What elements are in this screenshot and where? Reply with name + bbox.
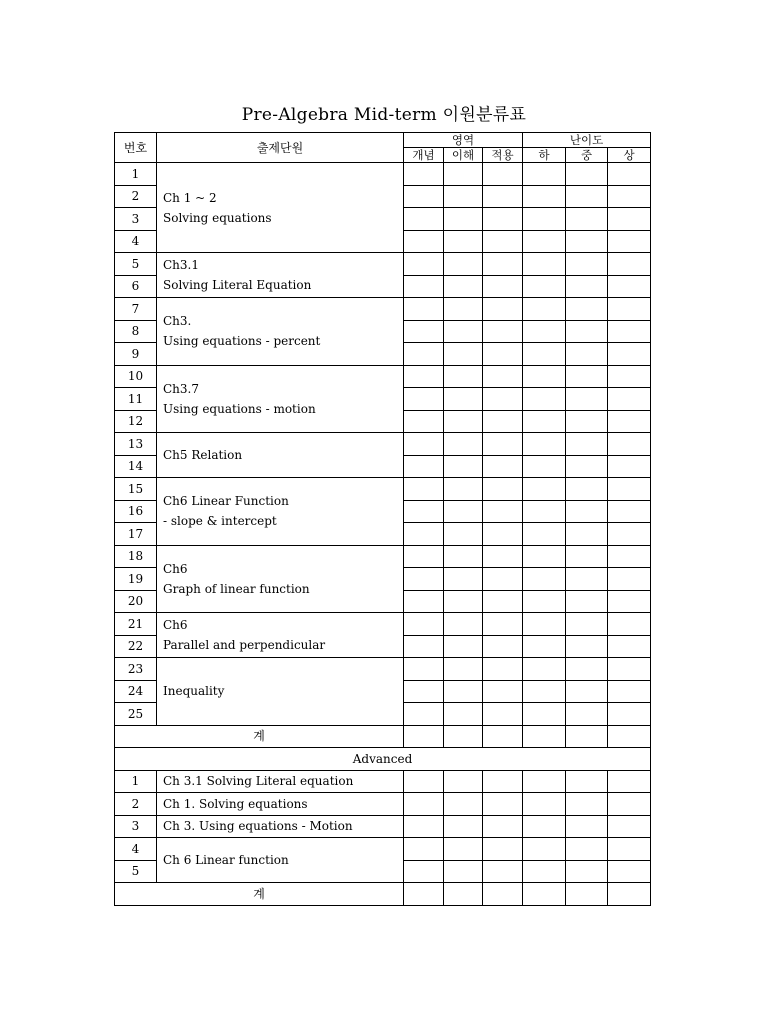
tally-cell[interactable] — [608, 343, 651, 366]
tally-cell[interactable] — [483, 433, 523, 456]
tally-cell[interactable] — [608, 635, 651, 658]
tally-cell[interactable] — [404, 343, 444, 366]
tally-cell[interactable] — [608, 185, 651, 208]
item-number: 14 — [115, 455, 157, 478]
tally-cell[interactable] — [608, 770, 651, 793]
item-number: 22 — [115, 635, 157, 658]
tally-cell[interactable] — [566, 163, 608, 186]
tally-cell[interactable] — [404, 793, 444, 816]
total-cell[interactable] — [608, 725, 651, 748]
tally-cell[interactable] — [483, 838, 523, 861]
tally-cell[interactable] — [444, 365, 483, 388]
tally-cell[interactable] — [523, 523, 566, 546]
tally-cell[interactable] — [404, 545, 444, 568]
tally-cell[interactable] — [523, 545, 566, 568]
tally-cell[interactable] — [566, 770, 608, 793]
tally-cell[interactable] — [404, 658, 444, 681]
unit-text: Solving equations — [163, 210, 272, 225]
tally-cell[interactable] — [444, 635, 483, 658]
tally-cell[interactable] — [404, 320, 444, 343]
tally-cell[interactable] — [523, 253, 566, 276]
advanced-row — [115, 748, 651, 771]
tally-cell[interactable] — [404, 433, 444, 456]
tally-cell[interactable] — [566, 343, 608, 366]
total-cell[interactable] — [404, 883, 444, 906]
tally-cell[interactable] — [404, 838, 444, 861]
item-number: 25 — [115, 703, 157, 726]
tally-cell[interactable] — [523, 635, 566, 658]
tally-cell[interactable] — [483, 793, 523, 816]
tally-cell[interactable] — [483, 568, 523, 591]
tally-cell[interactable] — [523, 703, 566, 726]
tally-cell[interactable] — [608, 793, 651, 816]
unit-text: Ch6 Linear Function — [163, 494, 289, 509]
unit-cell — [157, 545, 404, 613]
advanced-section-label: Advanced — [115, 748, 651, 771]
item-number: 9 — [115, 343, 157, 366]
unit-cell — [157, 770, 404, 793]
tally-cell[interactable] — [566, 590, 608, 613]
total-cell[interactable] — [404, 725, 444, 748]
tally-cell[interactable] — [523, 208, 566, 231]
tally-cell[interactable] — [566, 545, 608, 568]
tally-cell[interactable] — [523, 298, 566, 321]
tally-cell[interactable] — [404, 815, 444, 838]
adv-row — [115, 815, 651, 838]
unit-text: Graph of linear function — [163, 581, 310, 596]
tally-cell[interactable] — [523, 793, 566, 816]
header-difficulty: 난이도 — [523, 133, 651, 148]
tally-cell[interactable] — [523, 275, 566, 298]
tally-cell[interactable] — [523, 230, 566, 253]
item-number: 11 — [115, 388, 157, 411]
tally-cell[interactable] — [608, 433, 651, 456]
tally-cell[interactable] — [404, 230, 444, 253]
tally-cell[interactable] — [608, 680, 651, 703]
tally-cell[interactable] — [444, 410, 483, 433]
tally-cell[interactable] — [523, 590, 566, 613]
tally-cell[interactable] — [444, 500, 483, 523]
tally-cell[interactable] — [483, 590, 523, 613]
tally-cell[interactable] — [566, 793, 608, 816]
item-number: 21 — [115, 613, 157, 636]
unit-text: Ch3.1 — [163, 258, 199, 272]
tally-cell[interactable] — [483, 275, 523, 298]
total-cell[interactable] — [483, 883, 523, 906]
unit-text: Ch5 Relation — [163, 448, 243, 462]
tally-cell[interactable] — [404, 523, 444, 546]
total-row — [115, 883, 651, 906]
tally-cell[interactable] — [523, 500, 566, 523]
unit-text: Ch3. — [163, 314, 192, 329]
tally-cell[interactable] — [444, 838, 483, 861]
tally-cell[interactable] — [608, 365, 651, 388]
unit-text: Ch 6 Linear function — [163, 853, 289, 867]
tally-cell[interactable] — [608, 523, 651, 546]
adv-row — [115, 838, 651, 861]
item-number: 4 — [115, 838, 157, 861]
tally-cell[interactable] — [566, 658, 608, 681]
unit-text: Solving Literal Equation — [163, 278, 312, 292]
tally-cell[interactable] — [566, 635, 608, 658]
unit-cell — [157, 613, 404, 658]
tally-cell[interactable] — [608, 208, 651, 231]
tally-cell[interactable] — [608, 613, 651, 636]
tally-cell[interactable] — [566, 500, 608, 523]
tally-cell[interactable] — [483, 343, 523, 366]
tally-cell[interactable] — [566, 320, 608, 343]
tally-cell[interactable] — [444, 815, 483, 838]
tally-cell[interactable] — [444, 703, 483, 726]
item-number: 2 — [115, 185, 157, 208]
item-number: 3 — [115, 208, 157, 231]
tally-cell[interactable] — [404, 208, 444, 231]
tally-cell[interactable] — [523, 770, 566, 793]
header-understanding: 이해 — [444, 148, 483, 163]
tally-cell[interactable] — [566, 298, 608, 321]
tally-cell[interactable] — [404, 298, 444, 321]
tally-cell[interactable] — [566, 523, 608, 546]
tally-cell[interactable] — [523, 455, 566, 478]
tally-cell[interactable] — [523, 815, 566, 838]
header-high: 상 — [608, 148, 651, 163]
total-cell[interactable] — [444, 725, 483, 748]
tally-cell[interactable] — [444, 230, 483, 253]
tally-cell[interactable] — [483, 770, 523, 793]
total-cell[interactable] — [483, 725, 523, 748]
item-number: 15 — [115, 478, 157, 501]
tally-cell[interactable] — [404, 365, 444, 388]
classification-table — [114, 132, 651, 906]
item-number: 16 — [115, 500, 157, 523]
tally-cell[interactable] — [483, 410, 523, 433]
tally-cell[interactable] — [608, 545, 651, 568]
tally-cell[interactable] — [608, 590, 651, 613]
tally-cell[interactable] — [483, 500, 523, 523]
tally-cell[interactable] — [483, 298, 523, 321]
tally-cell[interactable] — [608, 478, 651, 501]
unit-text: Ch 3. Using equations - Motion — [163, 819, 353, 834]
tally-cell[interactable] — [483, 365, 523, 388]
tally-cell[interactable] — [444, 680, 483, 703]
tally-cell[interactable] — [483, 635, 523, 658]
tally-cell[interactable] — [444, 478, 483, 501]
item-number: 6 — [115, 275, 157, 298]
tally-cell[interactable] — [483, 613, 523, 636]
tally-cell[interactable] — [566, 275, 608, 298]
tally-cell[interactable] — [566, 388, 608, 411]
tally-cell[interactable] — [483, 523, 523, 546]
item-number: 1 — [115, 770, 157, 793]
tally-cell[interactable] — [444, 343, 483, 366]
tally-cell[interactable] — [404, 388, 444, 411]
tally-cell[interactable] — [404, 478, 444, 501]
tally-cell[interactable] — [608, 320, 651, 343]
item-number: 10 — [115, 365, 157, 388]
item-number: 19 — [115, 568, 157, 591]
tally-cell[interactable] — [566, 185, 608, 208]
tally-cell[interactable] — [523, 838, 566, 861]
tally-cell[interactable] — [566, 568, 608, 591]
item-number: 12 — [115, 410, 157, 433]
tally-cell[interactable] — [404, 703, 444, 726]
unit-cell — [157, 163, 404, 253]
unit-text: Using equations - percent — [163, 334, 321, 349]
tally-cell[interactable] — [444, 253, 483, 276]
tally-cell[interactable] — [404, 455, 444, 478]
tally-cell[interactable] — [483, 860, 523, 883]
tally-cell[interactable] — [444, 185, 483, 208]
item-number: 5 — [115, 860, 157, 883]
tally-cell[interactable] — [523, 365, 566, 388]
tally-cell[interactable] — [444, 860, 483, 883]
tally-cell[interactable] — [483, 208, 523, 231]
adv-row — [115, 793, 651, 816]
tally-cell[interactable] — [566, 815, 608, 838]
tally-cell[interactable] — [404, 770, 444, 793]
tally-cell[interactable] — [566, 230, 608, 253]
header-mid: 중 — [566, 148, 608, 163]
tally-cell[interactable] — [566, 478, 608, 501]
tally-cell[interactable] — [404, 635, 444, 658]
tally-cell[interactable] — [523, 860, 566, 883]
tally-cell[interactable] — [523, 568, 566, 591]
tally-cell[interactable] — [444, 455, 483, 478]
item-number: 1 — [115, 163, 157, 186]
tally-cell[interactable] — [444, 590, 483, 613]
item-number: 24 — [115, 680, 157, 703]
unit-cell — [157, 253, 404, 298]
tally-cell[interactable] — [404, 253, 444, 276]
total-cell[interactable] — [523, 725, 566, 748]
total-row — [115, 725, 651, 748]
tally-cell[interactable] — [444, 320, 483, 343]
header-concept: 개념 — [404, 148, 444, 163]
tally-cell[interactable] — [444, 613, 483, 636]
item-number: 17 — [115, 523, 157, 546]
tally-cell[interactable] — [483, 815, 523, 838]
main-row — [115, 433, 651, 456]
main-row — [115, 253, 651, 276]
tally-cell[interactable] — [444, 658, 483, 681]
tally-cell[interactable] — [404, 500, 444, 523]
tally-cell[interactable] — [523, 343, 566, 366]
tally-cell[interactable] — [404, 275, 444, 298]
unit-cell — [157, 793, 404, 816]
main-row — [115, 298, 651, 321]
total-label: 계 — [115, 883, 404, 906]
tally-cell[interactable] — [483, 703, 523, 726]
tally-cell[interactable] — [483, 455, 523, 478]
tally-cell[interactable] — [444, 298, 483, 321]
item-number: 4 — [115, 230, 157, 253]
main-row — [115, 545, 651, 568]
tally-cell[interactable] — [483, 320, 523, 343]
header-row — [115, 133, 651, 148]
main-row — [115, 658, 651, 681]
tally-cell[interactable] — [444, 208, 483, 231]
tally-cell[interactable] — [523, 478, 566, 501]
tally-cell[interactable] — [483, 163, 523, 186]
unit-cell — [157, 815, 404, 838]
tally-cell[interactable] — [404, 568, 444, 591]
unit-text: Ch 1 ~ 2 — [163, 190, 217, 205]
header-application: 적용 — [483, 148, 523, 163]
unit-text: Using equations - motion — [163, 401, 316, 416]
total-cell[interactable] — [566, 883, 608, 906]
tally-cell[interactable] — [523, 163, 566, 186]
main-row — [115, 478, 651, 501]
main-row — [115, 613, 651, 636]
total-label: 계 — [115, 725, 404, 748]
adv-row — [115, 770, 651, 793]
tally-cell[interactable] — [608, 275, 651, 298]
tally-cell[interactable] — [566, 838, 608, 861]
tally-cell[interactable] — [483, 478, 523, 501]
unit-text: Ch 1. Solving equations — [163, 796, 308, 811]
item-number: 2 — [115, 793, 157, 816]
tally-cell[interactable] — [483, 230, 523, 253]
tally-cell[interactable] — [608, 815, 651, 838]
tally-cell[interactable] — [523, 388, 566, 411]
tally-cell[interactable] — [608, 568, 651, 591]
tally-cell[interactable] — [608, 860, 651, 883]
tally-cell[interactable] — [566, 253, 608, 276]
unit-text: Ch6 — [163, 561, 188, 576]
item-number: 23 — [115, 658, 157, 681]
unit-cell — [157, 658, 404, 726]
tally-cell[interactable] — [444, 793, 483, 816]
total-cell[interactable] — [523, 883, 566, 906]
header-unit: 출제단원 — [157, 133, 404, 163]
unit-text: - slope & intercept — [163, 514, 277, 529]
main-row — [115, 163, 651, 186]
tally-cell[interactable] — [566, 455, 608, 478]
tally-cell[interactable] — [483, 253, 523, 276]
tally-cell[interactable] — [444, 163, 483, 186]
tally-cell[interactable] — [566, 860, 608, 883]
tally-cell[interactable] — [566, 680, 608, 703]
tally-cell[interactable] — [566, 410, 608, 433]
unit-cell — [157, 478, 404, 546]
main-row — [115, 365, 651, 388]
tally-cell[interactable] — [608, 838, 651, 861]
tally-cell[interactable] — [404, 680, 444, 703]
tally-cell[interactable] — [523, 410, 566, 433]
tally-cell[interactable] — [608, 703, 651, 726]
unit-cell — [157, 365, 404, 433]
tally-cell[interactable] — [483, 658, 523, 681]
item-number: 5 — [115, 253, 157, 276]
tally-cell[interactable] — [523, 433, 566, 456]
item-number: 13 — [115, 433, 157, 456]
tally-cell[interactable] — [566, 613, 608, 636]
tally-cell[interactable] — [404, 185, 444, 208]
tally-cell[interactable] — [444, 275, 483, 298]
tally-cell[interactable] — [608, 163, 651, 186]
tally-cell[interactable] — [483, 185, 523, 208]
total-cell[interactable] — [444, 883, 483, 906]
tally-cell[interactable] — [608, 388, 651, 411]
tally-cell[interactable] — [608, 230, 651, 253]
tally-cell[interactable] — [483, 545, 523, 568]
tally-cell[interactable] — [523, 658, 566, 681]
tally-cell[interactable] — [483, 680, 523, 703]
tally-cell[interactable] — [566, 208, 608, 231]
unit-cell — [157, 298, 404, 366]
item-number: 3 — [115, 815, 157, 838]
unit-text: Ch6 — [163, 618, 188, 632]
tally-cell[interactable] — [523, 613, 566, 636]
tally-cell[interactable] — [523, 185, 566, 208]
tally-cell[interactable] — [444, 433, 483, 456]
total-cell[interactable] — [566, 725, 608, 748]
tally-cell[interactable] — [444, 545, 483, 568]
tally-cell[interactable] — [404, 613, 444, 636]
tally-cell[interactable] — [566, 433, 608, 456]
tally-cell[interactable] — [608, 410, 651, 433]
page-title: Pre-Algebra Mid-term 이원분류표 — [241, 105, 527, 125]
tally-cell[interactable] — [404, 860, 444, 883]
unit-cell — [157, 838, 404, 883]
total-cell[interactable] — [608, 883, 651, 906]
tally-cell[interactable] — [566, 703, 608, 726]
unit-text: Ch 3.1 Solving Literal equation — [163, 774, 354, 789]
header-domain: 영역 — [404, 133, 523, 148]
unit-text: Inequality — [163, 684, 225, 699]
unit-text: Ch3.7 — [163, 381, 199, 396]
unit-cell — [157, 433, 404, 478]
tally-cell[interactable] — [608, 298, 651, 321]
header-low: 하 — [523, 148, 566, 163]
tally-cell[interactable] — [444, 388, 483, 411]
tally-cell[interactable] — [444, 568, 483, 591]
tally-cell[interactable] — [608, 455, 651, 478]
tally-cell[interactable] — [404, 410, 444, 433]
tally-cell[interactable] — [523, 320, 566, 343]
tally-cell[interactable] — [483, 388, 523, 411]
item-number: 7 — [115, 298, 157, 321]
unit-text: Parallel and perpendicular — [163, 638, 326, 652]
tally-cell[interactable] — [444, 523, 483, 546]
item-number: 20 — [115, 590, 157, 613]
tally-cell[interactable] — [444, 770, 483, 793]
tally-cell[interactable] — [404, 590, 444, 613]
header-number: 번호 — [115, 133, 157, 163]
tally-cell[interactable] — [523, 680, 566, 703]
tally-cell[interactable] — [608, 658, 651, 681]
tally-cell[interactable] — [608, 500, 651, 523]
tally-cell[interactable] — [566, 365, 608, 388]
tally-cell[interactable] — [608, 253, 651, 276]
item-number: 18 — [115, 545, 157, 568]
tally-cell[interactable] — [404, 163, 444, 186]
item-number: 8 — [115, 320, 157, 343]
